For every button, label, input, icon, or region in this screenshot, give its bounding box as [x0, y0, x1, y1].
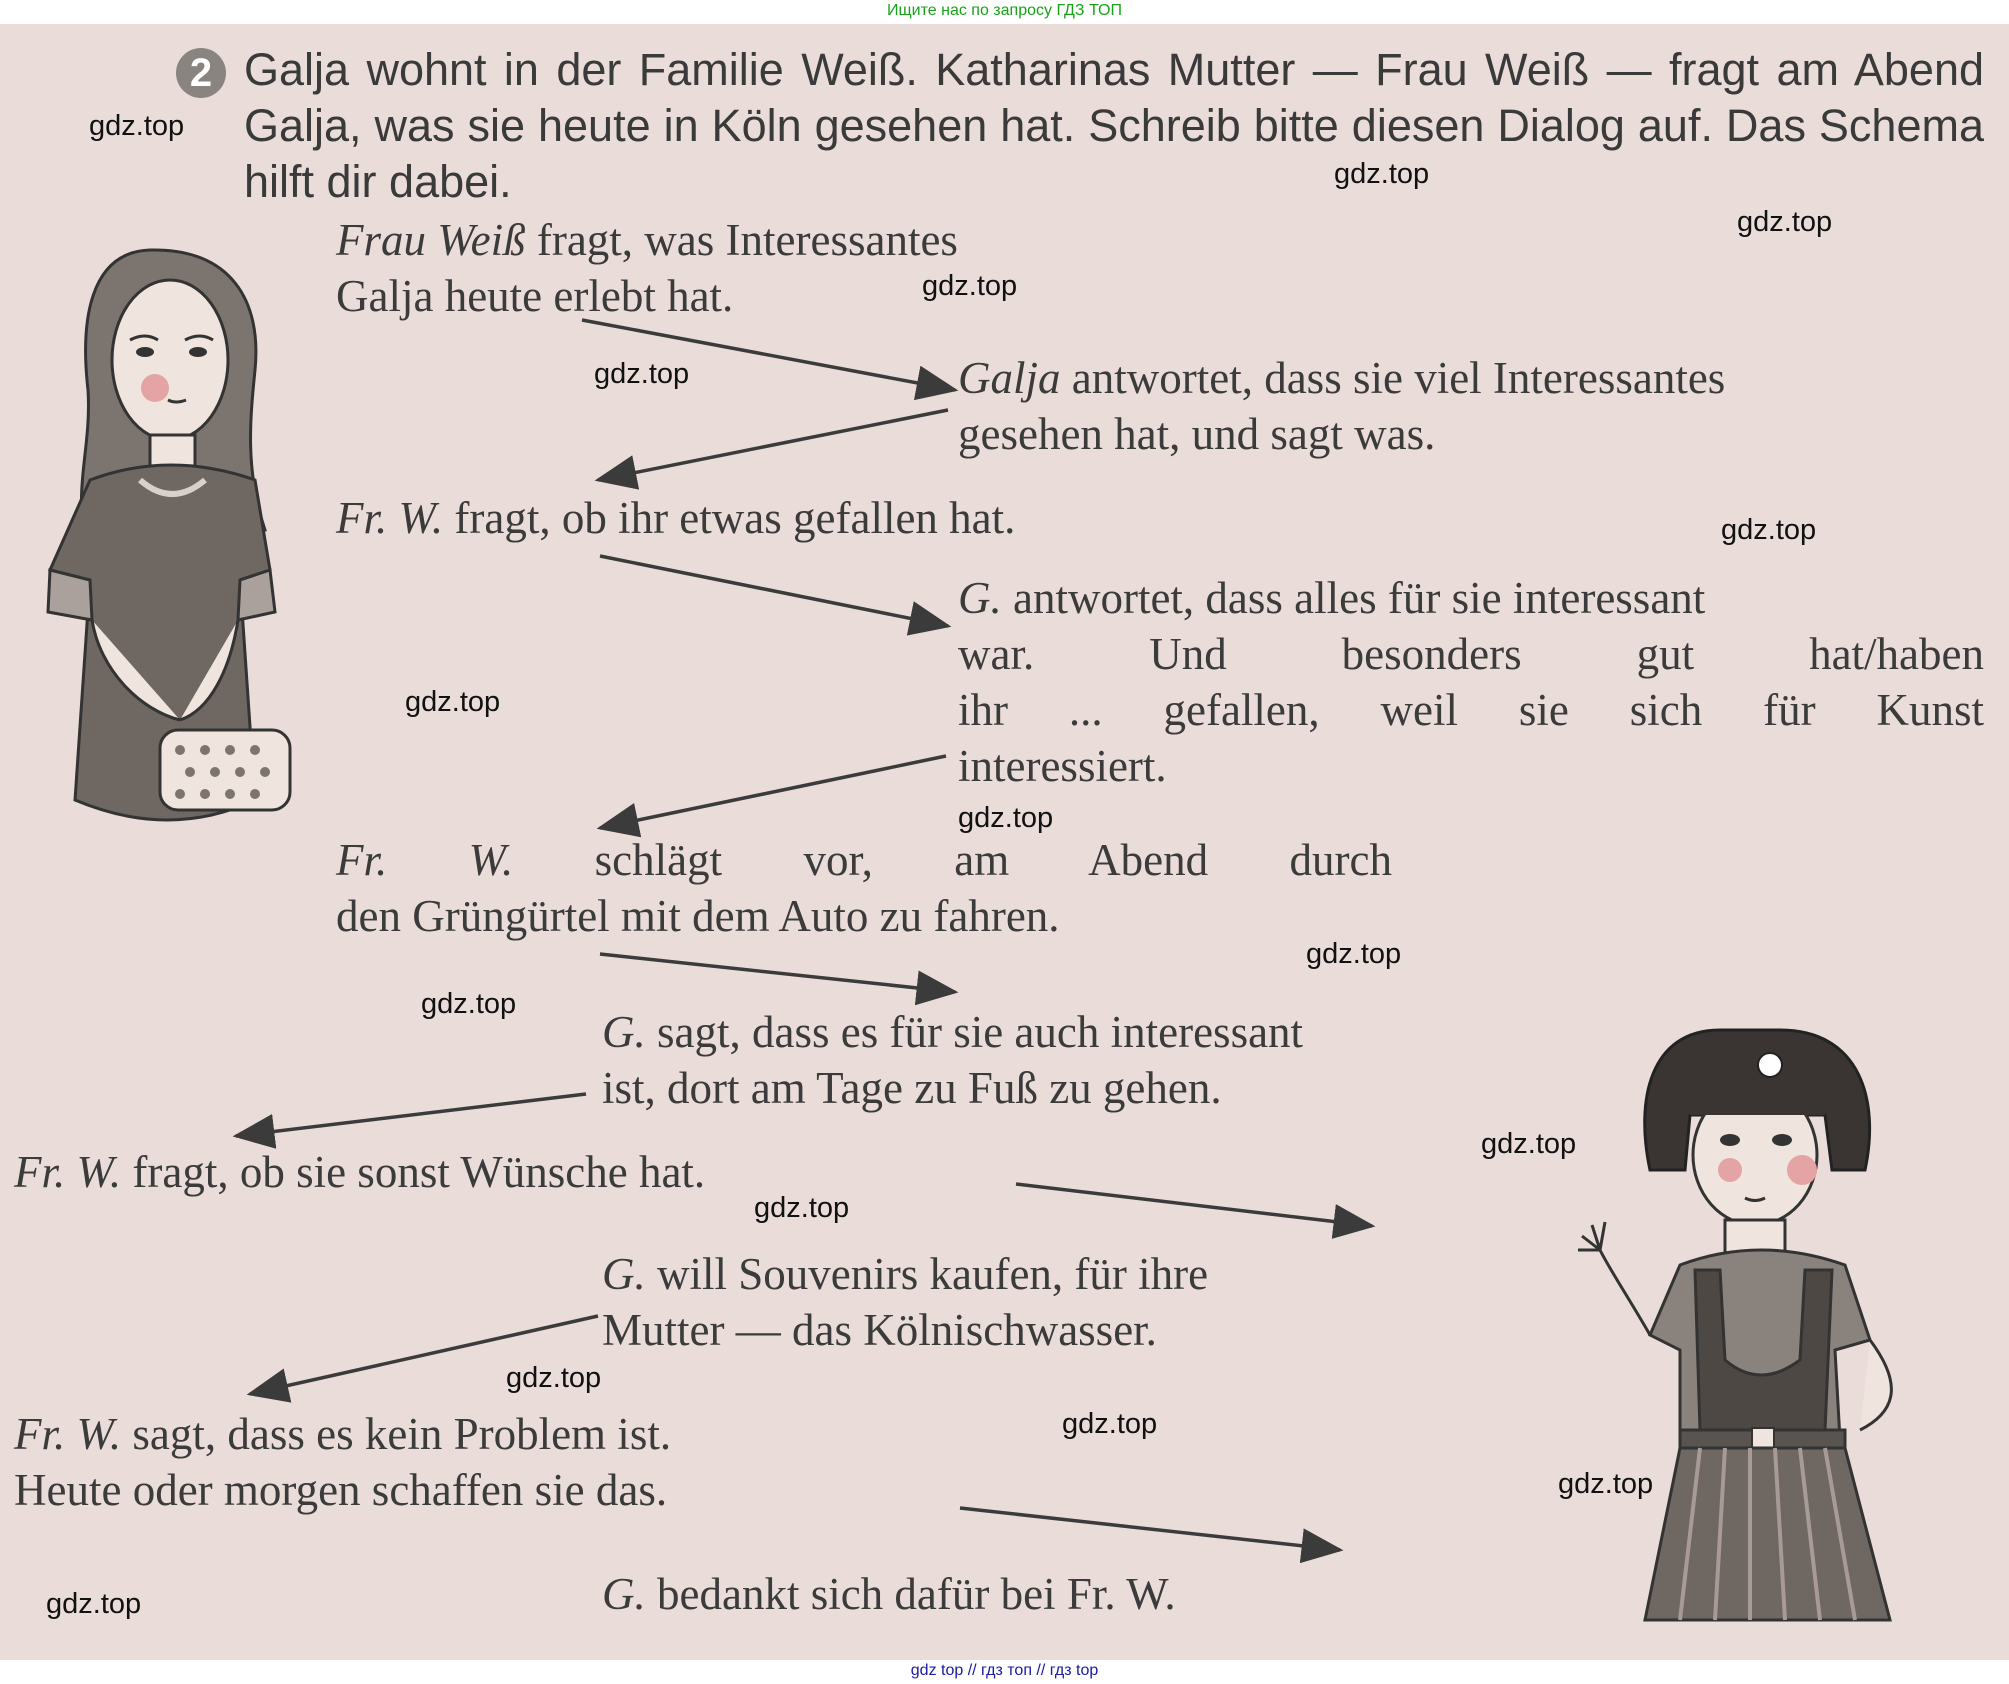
top-banner[interactable]: Ищите нас по запросу ГДЗ ТОП: [887, 2, 1122, 19]
dialog-step-8-line-1: G. will Souvenirs kaufen, für ihre: [602, 1249, 1209, 1299]
dialog-step-1-line-1: Frau Weiß fragt, was Interessantes: [336, 215, 958, 265]
dialog-step-1-line-2: Galja heute erlebt hat.: [336, 271, 734, 321]
watermark: gdz.top: [754, 1192, 850, 1224]
dialog-step-7-line-1: Fr. W. fragt, ob sie sonst Wünsche hat.: [14, 1147, 706, 1197]
arrow-7: [1016, 1184, 1372, 1226]
dialog-step-4-line-4: interessiert.: [958, 741, 1167, 791]
speaker-name: G.: [602, 1569, 646, 1619]
watermark: gdz.top: [506, 1362, 602, 1394]
arrow-5: [600, 954, 955, 992]
watermark: gdz.top: [405, 686, 501, 718]
speaker-name: G.: [602, 1007, 646, 1057]
dialog-step-4-line-2: war. Und besonders gut hat/haben: [958, 629, 1984, 679]
speaker-name: Galja: [958, 353, 1061, 403]
watermark: gdz.top: [1737, 206, 1833, 238]
dialog-step-3-line-1: Fr. W. fragt, ob ihr etwas gefallen hat.: [336, 493, 1016, 543]
watermark: gdz.top: [46, 1588, 142, 1620]
dialog-step-6-line-1: G. sagt, dass es für sie auch interessant: [602, 1007, 1304, 1057]
dialog-step-5-line-2: den Grüngürtel mit dem Auto zu fahren.: [336, 891, 1060, 941]
task-number-badge: 2: [176, 48, 226, 98]
speaker-name: G.: [958, 573, 1002, 623]
arrow-4: [600, 756, 946, 828]
arrow-3: [600, 556, 948, 626]
watermark: gdz.top: [89, 110, 185, 142]
bottom-footer[interactable]: gdz top // гдз топ // гдз top: [910, 1662, 1099, 1679]
watermark: gdz.top: [1481, 1128, 1577, 1160]
dialog-step-8-line-2: Mutter — das Kölnischwasser.: [602, 1305, 1157, 1355]
arrow-6: [236, 1094, 586, 1136]
arrow-9: [960, 1508, 1340, 1550]
dialog-step-2-line-1: Galja antwortet, dass sie viel Interessantes: [958, 353, 1726, 403]
speaker-name: Fr. W.: [14, 1409, 122, 1459]
speaker-name: Frau Weiß: [336, 215, 526, 265]
dialog-step-5-line-1: Fr. W. schlägt vor, am Abend durch: [336, 835, 1392, 885]
speaker-name: G.: [602, 1249, 646, 1299]
watermark: gdz.top: [922, 270, 1018, 302]
watermark: gdz.top: [421, 988, 517, 1020]
dialog-step-4-line-1: G. antwortet, dass alles für sie interessant: [958, 573, 1706, 623]
dialog-step-9-line-2: Heute oder morgen schaffen sie das.: [14, 1465, 668, 1515]
watermark: gdz.top: [1062, 1408, 1158, 1440]
speaker-name: Fr. W.: [14, 1147, 122, 1197]
watermark: gdz.top: [1334, 158, 1430, 190]
arrow-2: [598, 410, 948, 480]
dialog-step-4-line-3: ihr ... gefallen, weil sie sich für Kunst: [958, 685, 1984, 735]
watermark: gdz.top: [1306, 938, 1402, 970]
speaker-name: Fr. W.: [336, 493, 444, 543]
dialog-step-10-line-1: G. bedankt sich dafür bei Fr. W.: [602, 1569, 1176, 1619]
task-instruction: Galja wohnt in der Familie Weiß. Katharinas Mutter — Frau Weiß — fragt am Abend Galja, was sie heute in Köln gesehen hat. Schreib bitte diesen Dialog auf. Das Schema hilft dir dabei.: [244, 44, 1984, 207]
watermark: gdz.top: [594, 358, 690, 390]
dialog-step-2-line-2: gesehen hat, und sagt was.: [958, 409, 1436, 459]
watermark: gdz.top: [958, 802, 1054, 834]
watermark: gdz.top: [1558, 1468, 1654, 1500]
speaker-name: Fr. W.: [336, 835, 514, 885]
watermark: gdz.top: [1721, 514, 1817, 546]
dialog-step-6-line-2: ist, dort am Tage zu Fuß zu gehen.: [602, 1063, 1222, 1113]
dialog-step-9-line-1: Fr. W. sagt, dass es kein Problem ist.: [14, 1409, 672, 1459]
